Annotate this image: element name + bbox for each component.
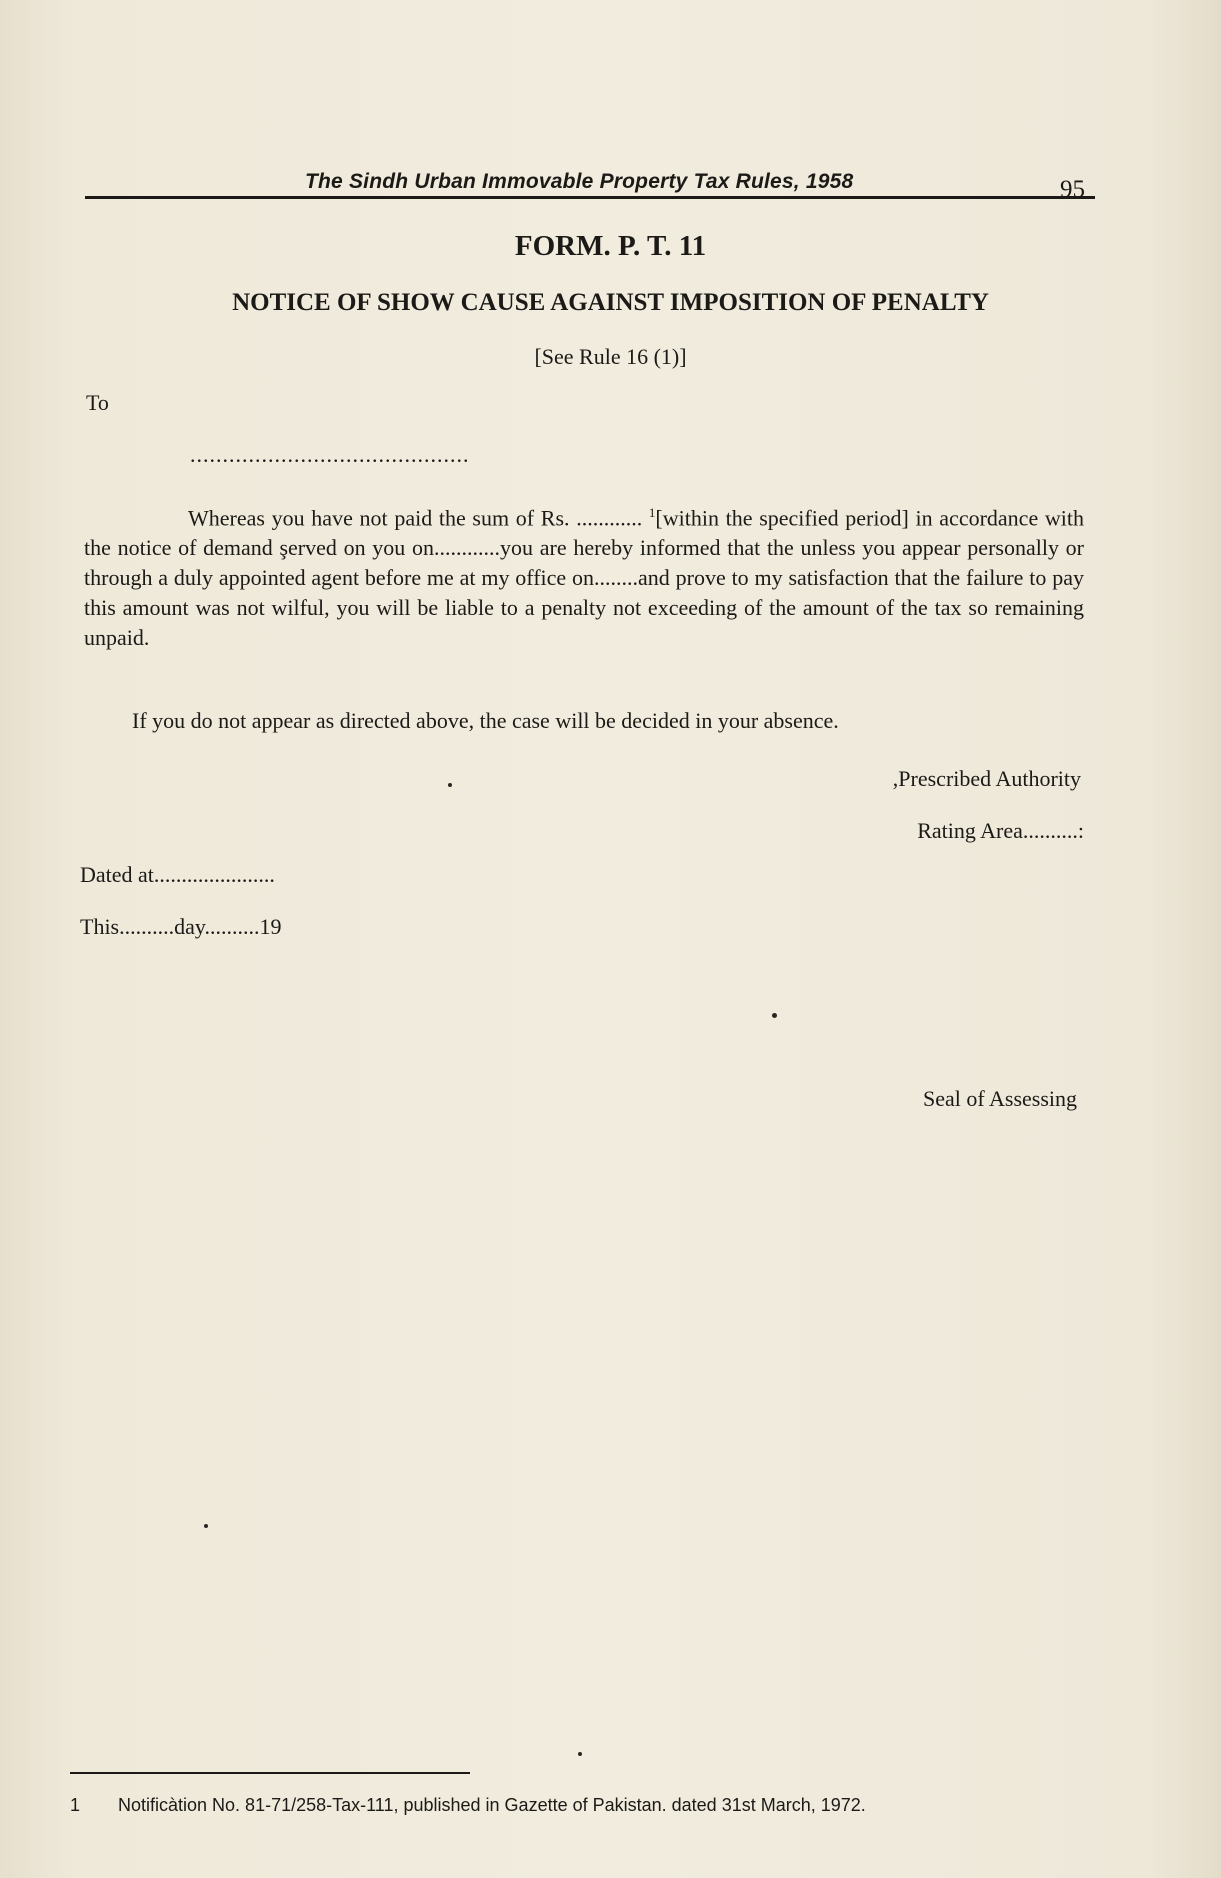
page-number: 95 (1060, 176, 1085, 203)
paragraph-text-end: [within the specified period] in accordance with the notice of demand şerved on you on............you are hereby informed that the unless you appear personally or through a duly appointed agent before me at my office on........and prove to my satisfaction that the failure to pay this amount was not wilful, you will be liable to a penalty not exceeding of the amount of the tax so remaining unpaid. (84, 505, 1084, 651)
paper-speck (578, 1752, 582, 1756)
footnote-rule (70, 1772, 470, 1774)
running-header (85, 168, 1095, 198)
footnote-reference: 1 (648, 505, 656, 520)
prescribed-authority: ,Prescribed Authority (892, 766, 1081, 791)
paper-speck (448, 783, 452, 787)
this-day: This..........day..........19 (80, 914, 282, 939)
dated-at: Dated at...................... (80, 862, 275, 887)
addressee-blank: ........................................... (190, 442, 470, 467)
rule-reference: [See Rule 16 (1)] (534, 344, 687, 369)
footnote-number: 1 (70, 1795, 81, 1815)
paragraph-text-start: Whereas you have not paid the sum of Rs. ............ (188, 505, 649, 531)
header-rule (85, 196, 1095, 199)
seal-label: Seal of Assessing (923, 1086, 1077, 1111)
rating-area: Rating Area..........: (917, 818, 1084, 843)
to-label: To (86, 390, 109, 415)
footnote-text: Notificàtion No. 81-71/258-Tax-111, published in Gazette of Pakistan. dated 31st March, 1972. (118, 1795, 866, 1815)
header-title: The Sindh Urban Immovable Property Tax Rules, 1958 (305, 170, 854, 193)
absence-warning: If you do not appear as directed above, the case will be decided in your absence. (132, 708, 839, 733)
paper-speck (772, 1013, 777, 1018)
notice-paragraph (84, 498, 1084, 653)
form-title: FORM. P. T. 11 (514, 230, 707, 262)
paper-speck (204, 1524, 208, 1528)
footnote (70, 1795, 866, 1816)
notice-title: NOTICE OF SHOW CAUSE AGAINST IMPOSITION OF PENALTY (232, 289, 989, 316)
